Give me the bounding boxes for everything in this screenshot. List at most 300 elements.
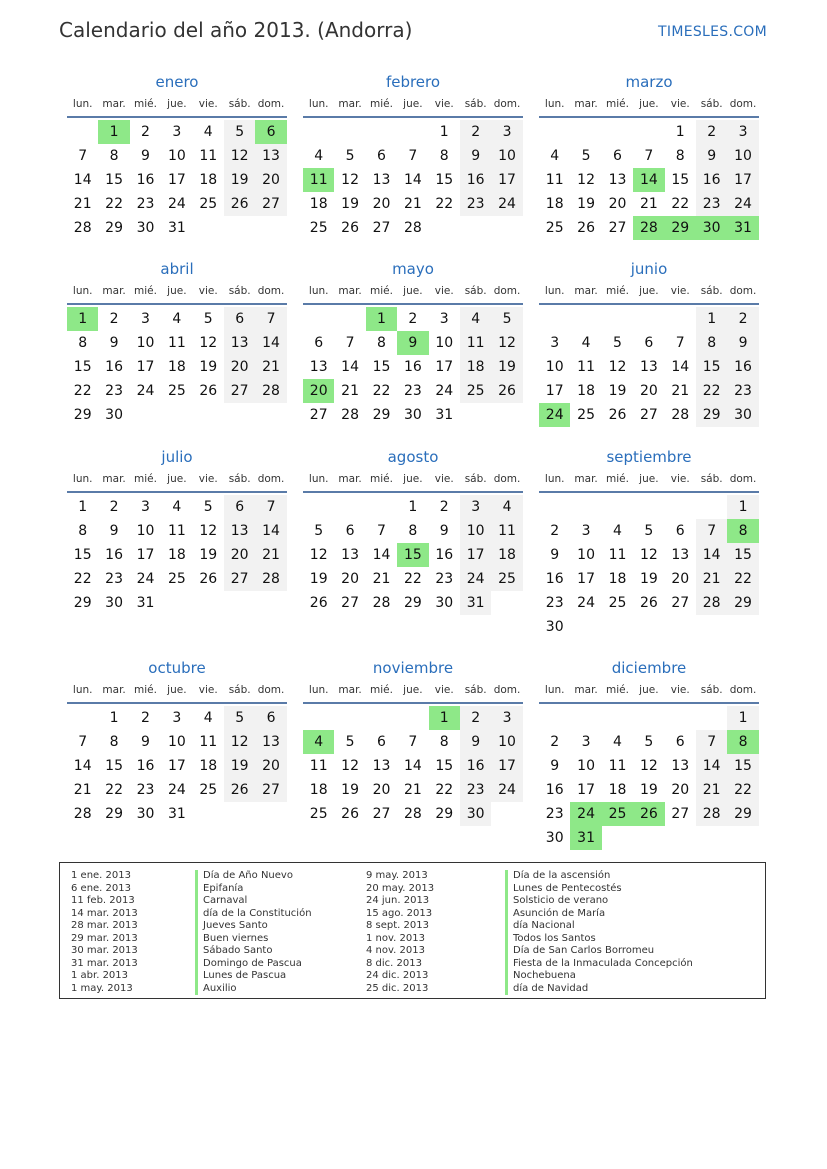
empty-day-cell [727, 615, 758, 639]
day-cell: 8 [439, 148, 449, 164]
month-grid [303, 706, 523, 826]
weekday-label: mié. [606, 285, 629, 297]
day-cell: 20 [255, 754, 286, 778]
day-cell: 10 [491, 144, 522, 168]
weekday-label: mié. [134, 473, 157, 485]
legend-holiday-name: Día de San Carlos Borromeu [513, 945, 655, 956]
legend-names-right [513, 870, 693, 995]
day-cell: 30 [105, 407, 123, 423]
month-grid [539, 307, 759, 427]
day-cell: 19 [639, 782, 658, 798]
week-row [67, 706, 287, 730]
empty-day-cell [366, 706, 397, 730]
week-row [67, 120, 287, 144]
weekday-label: dom. [493, 684, 521, 696]
weekday-label: lun. [308, 473, 329, 485]
day-cell: 16 [460, 168, 491, 192]
day-cell: 7 [255, 307, 286, 331]
weekday-label: vie. [670, 684, 690, 696]
legend-holiday-name: Todos los Santos [513, 932, 596, 944]
weekday-label: dom. [729, 684, 757, 696]
day-cell: 4 [172, 499, 182, 515]
day-cell: 14 [73, 758, 92, 774]
empty-day-cell [539, 307, 570, 331]
weekday-label: lun. [308, 684, 329, 696]
day-cell: 13 [608, 172, 627, 188]
day-cell: 2 [727, 307, 758, 331]
weekday-label: sáb. [700, 684, 723, 696]
empty-day-cell [334, 495, 365, 519]
empty-day-cell [665, 706, 696, 730]
day-cell: 3 [172, 124, 182, 140]
day-cell: 10 [167, 148, 186, 164]
day-cell: 22 [696, 379, 727, 403]
day-cell: 4 [203, 710, 213, 726]
empty-day-cell [539, 495, 570, 519]
week-row [539, 495, 759, 519]
day-cell: 30 [403, 407, 422, 423]
empty-day-cell [303, 307, 334, 331]
day-cell: 21 [255, 543, 286, 567]
day-cell: 1 [408, 499, 418, 515]
day-cell: 22 [727, 778, 758, 802]
day-cell: 14 [403, 758, 422, 774]
day-cell: 17 [136, 547, 155, 563]
holiday-day-cell: 1 [366, 307, 397, 331]
day-cell: 29 [727, 802, 758, 826]
empty-day-cell [303, 495, 334, 519]
week-row [539, 403, 759, 427]
empty-day-cell [491, 802, 522, 826]
day-cell: 26 [199, 571, 218, 587]
day-cell: 24 [167, 196, 186, 212]
day-cell: 11 [309, 758, 328, 774]
day-cell: 25 [199, 196, 218, 212]
day-cell: 21 [403, 782, 422, 798]
day-cell: 11 [167, 523, 186, 539]
day-cell: 7 [696, 730, 727, 754]
day-cell: 26 [491, 379, 522, 403]
day-cell: 8 [408, 523, 418, 539]
day-cell: 16 [727, 355, 758, 379]
day-cell: 29 [105, 806, 123, 822]
empty-day-cell [665, 495, 696, 519]
legend-holiday-name: Solsticio de verano [513, 895, 609, 906]
day-cell: 17 [460, 543, 491, 567]
week-row [539, 778, 759, 802]
day-cell: 23 [435, 571, 454, 587]
empty-day-cell [193, 216, 224, 240]
brand-link[interactable]: TIMESLES.COM [658, 24, 767, 40]
weekday-label: mié. [134, 98, 157, 110]
holiday-day-cell: 1 [67, 307, 98, 331]
empty-day-cell [334, 706, 365, 730]
legend-date: 14 mar. 2013 [71, 907, 138, 919]
day-cell: 27 [372, 806, 391, 822]
empty-day-cell [633, 120, 664, 144]
day-cell: 29 [73, 595, 92, 611]
empty-day-cell [727, 826, 758, 850]
month-febrero [303, 72, 523, 240]
legend-date: 11 feb. 2013 [71, 895, 135, 906]
empty-day-cell [633, 826, 664, 850]
day-cell: 27 [255, 778, 286, 802]
day-cell: 30 [727, 403, 758, 427]
holiday-day-cell: 24 [570, 802, 601, 826]
day-cell: 22 [671, 196, 690, 212]
weekday-label: vie. [198, 473, 218, 485]
empty-day-cell [570, 120, 601, 144]
weekday-label: jue. [639, 285, 659, 297]
day-cell: 26 [224, 192, 255, 216]
day-cell: 2 [550, 734, 560, 750]
empty-day-cell [161, 591, 192, 615]
day-cell: 10 [435, 335, 454, 351]
legend-holiday-name: Fiesta de la Inmaculada Concepción [513, 957, 693, 969]
day-cell: 26 [577, 220, 595, 236]
weekday-header [303, 95, 523, 118]
day-cell: 25 [309, 220, 328, 236]
day-cell: 29 [105, 220, 123, 236]
day-cell: 5 [314, 523, 324, 539]
day-cell: 4 [581, 335, 591, 351]
weekday-header [67, 470, 287, 493]
empty-day-cell [696, 615, 727, 639]
day-cell: 6 [377, 734, 386, 750]
week-row [303, 591, 523, 615]
weekday-header [539, 95, 759, 118]
day-cell: 23 [727, 379, 758, 403]
day-cell: 20 [639, 383, 658, 399]
day-cell: 18 [491, 543, 522, 567]
weekday-header [67, 95, 287, 118]
legend-names-left [203, 870, 312, 995]
day-cell: 14 [403, 172, 422, 188]
week-row [539, 519, 759, 543]
day-cell: 15 [435, 758, 454, 774]
week-row [539, 567, 759, 591]
day-cell: 28 [696, 591, 727, 615]
day-cell: 4 [172, 311, 182, 327]
day-cell: 29 [73, 407, 92, 423]
empty-day-cell [491, 403, 522, 427]
day-cell: 19 [224, 168, 255, 192]
day-cell: 8 [439, 734, 449, 750]
day-cell: 16 [105, 359, 123, 375]
day-cell: 11 [608, 547, 627, 563]
week-row [67, 754, 287, 778]
day-cell: 17 [435, 359, 454, 375]
day-cell: 18 [309, 196, 328, 212]
weekday-label: jue. [403, 473, 423, 485]
weekday-label: jue. [167, 98, 187, 110]
weekday-label: jue. [167, 285, 187, 297]
day-cell: 18 [545, 196, 564, 212]
day-cell: 7 [408, 148, 418, 164]
month-name: octubre [148, 659, 206, 677]
legend-date: 30 mar. 2013 [71, 945, 138, 956]
month-grid [303, 120, 523, 240]
day-cell: 10 [136, 523, 155, 539]
day-cell: 12 [341, 758, 359, 774]
day-cell: 2 [408, 311, 418, 327]
day-cell: 10 [491, 730, 522, 754]
empty-day-cell [696, 495, 727, 519]
day-cell: 3 [172, 710, 182, 726]
day-cell: 18 [460, 355, 491, 379]
day-cell: 25 [309, 806, 328, 822]
day-cell: 2 [141, 710, 150, 726]
legend-holiday-name: Nochebuena [513, 970, 576, 981]
day-cell: 13 [309, 359, 328, 375]
holiday-day-cell: 9 [397, 331, 428, 355]
empty-day-cell [397, 706, 428, 730]
day-cell: 20 [255, 168, 286, 192]
weekday-label: jue. [167, 473, 187, 485]
day-cell: 22 [73, 571, 92, 587]
day-cell: 15 [105, 172, 123, 188]
day-cell: 31 [167, 806, 186, 822]
month-enero [67, 72, 287, 240]
day-cell: 24 [491, 778, 522, 802]
week-row [303, 802, 523, 826]
day-cell: 23 [136, 196, 155, 212]
weekday-label: lun. [72, 684, 93, 696]
empty-day-cell [397, 120, 428, 144]
day-cell: 17 [577, 782, 595, 798]
holiday-day-cell: 8 [727, 519, 758, 543]
day-cell: 24 [577, 595, 595, 611]
day-cell: 21 [372, 571, 391, 587]
day-cell: 7 [78, 148, 88, 164]
legend-date: 1 nov. 2013 [366, 932, 425, 944]
legend-date: 15 ago. 2013 [366, 907, 433, 919]
weekday-label: mar. [574, 473, 598, 485]
day-cell: 14 [341, 359, 359, 375]
day-cell: 28 [255, 379, 286, 403]
week-row [539, 120, 759, 144]
day-cell: 22 [435, 196, 454, 212]
weekday-label: vie. [670, 473, 690, 485]
weekday-label: sáb. [464, 473, 487, 485]
day-cell: 27 [639, 407, 658, 423]
week-row [67, 519, 287, 543]
day-cell: 28 [372, 595, 391, 611]
holiday-day-cell: 26 [633, 802, 664, 826]
day-cell: 1 [696, 307, 727, 331]
weekday-header [67, 282, 287, 305]
weekday-label: mié. [606, 473, 629, 485]
day-cell: 24 [136, 383, 155, 399]
day-cell: 18 [167, 547, 186, 563]
weekday-label: mié. [134, 285, 157, 297]
day-cell: 3 [460, 495, 491, 519]
day-cell: 13 [372, 758, 391, 774]
day-cell: 28 [671, 407, 690, 423]
day-cell: 14 [73, 172, 92, 188]
day-cell: 6 [613, 148, 622, 164]
day-cell: 5 [224, 120, 255, 144]
weekday-label: jue. [639, 684, 659, 696]
day-cell: 26 [341, 220, 359, 236]
week-row [539, 216, 759, 240]
legend-date: 29 mar. 2013 [71, 932, 138, 944]
empty-day-cell [696, 826, 727, 850]
month-grid [303, 495, 523, 615]
week-row [67, 543, 287, 567]
week-row [67, 802, 287, 826]
day-cell: 29 [372, 407, 391, 423]
legend-holiday-name: Lunes de Pascua [203, 970, 287, 981]
day-cell: 6 [314, 335, 324, 351]
weekday-label: mar. [102, 684, 126, 696]
week-row [67, 591, 287, 615]
day-cell: 14 [671, 359, 690, 375]
day-cell: 24 [136, 571, 155, 587]
week-row [67, 730, 287, 754]
legend-date: 4 nov. 2013 [366, 945, 425, 956]
legend-date: 1 may. 2013 [71, 982, 133, 994]
day-cell: 2 [439, 499, 449, 515]
empty-day-cell [67, 706, 98, 730]
week-row [539, 379, 759, 403]
weekday-label: sáb. [228, 473, 251, 485]
day-cell: 30 [136, 806, 155, 822]
weekday-label: mar. [102, 98, 126, 110]
day-cell: 1 [439, 124, 449, 140]
empty-day-cell [224, 403, 255, 427]
day-cell: 6 [255, 706, 286, 730]
day-cell: 3 [439, 311, 449, 327]
month-grid [67, 120, 287, 240]
day-cell: 2 [109, 311, 119, 327]
legend-holiday-name: Jueves Santo [203, 920, 268, 931]
day-cell: 18 [199, 172, 218, 188]
day-cell: 16 [403, 359, 422, 375]
day-cell: 16 [136, 758, 155, 774]
day-cell: 27 [224, 567, 255, 591]
day-cell: 11 [199, 734, 218, 750]
weekday-label: dom. [493, 473, 521, 485]
empty-day-cell [224, 802, 255, 826]
week-row [303, 144, 523, 168]
month-name: abril [160, 260, 194, 278]
week-row [539, 615, 759, 639]
empty-day-cell [303, 706, 334, 730]
week-row [67, 778, 287, 802]
day-cell: 28 [403, 806, 422, 822]
day-cell: 26 [341, 806, 359, 822]
day-cell: 15 [696, 355, 727, 379]
day-cell: 19 [199, 547, 218, 563]
weekday-label: jue. [167, 684, 187, 696]
day-cell: 12 [199, 523, 218, 539]
day-cell: 14 [696, 543, 727, 567]
month-septiembre [539, 447, 759, 639]
day-cell: 31 [136, 595, 155, 611]
legend-date: 24 jun. 2013 [366, 895, 430, 906]
month-grid [539, 120, 759, 240]
empty-day-cell [602, 615, 633, 639]
day-cell: 21 [403, 196, 422, 212]
week-row [539, 802, 759, 826]
day-cell: 23 [105, 383, 123, 399]
day-cell: 7 [255, 495, 286, 519]
day-cell: 21 [255, 355, 286, 379]
day-cell: 29 [696, 403, 727, 427]
day-cell: 9 [550, 758, 560, 774]
empty-day-cell [255, 802, 286, 826]
day-cell: 21 [639, 196, 658, 212]
week-row [67, 331, 287, 355]
day-cell: 3 [141, 499, 150, 515]
weekday-label: sáb. [228, 98, 251, 110]
month-name: mayo [392, 260, 434, 278]
day-cell: 22 [105, 196, 123, 212]
holiday-day-cell: 20 [303, 379, 334, 403]
day-cell: 21 [696, 778, 727, 802]
day-cell: 2 [696, 120, 727, 144]
weekday-label: dom. [493, 285, 521, 297]
weekday-label: vie. [434, 285, 454, 297]
day-cell: 10 [460, 519, 491, 543]
day-cell: 8 [109, 148, 119, 164]
empty-day-cell [602, 706, 633, 730]
day-cell: 1 [675, 124, 685, 140]
weekday-label: jue. [403, 684, 423, 696]
weekday-label: mar. [574, 684, 598, 696]
empty-day-cell [602, 307, 633, 331]
day-cell: 27 [671, 595, 690, 611]
day-cell: 17 [545, 383, 564, 399]
day-cell: 19 [639, 571, 658, 587]
day-cell: 5 [613, 335, 622, 351]
holiday-day-cell: 24 [539, 403, 570, 427]
day-cell: 22 [727, 567, 758, 591]
day-cell: 20 [372, 196, 391, 212]
day-cell: 17 [167, 758, 186, 774]
day-cell: 3 [491, 120, 522, 144]
weekday-label: vie. [434, 473, 454, 485]
legend-date: 1 abr. 2013 [71, 970, 129, 981]
month-grid [67, 495, 287, 615]
day-cell: 4 [550, 148, 560, 164]
day-cell: 31 [167, 220, 186, 236]
day-cell: 6 [675, 734, 685, 750]
weekday-label: dom. [493, 98, 521, 110]
weekday-label: sáb. [700, 98, 723, 110]
day-cell: 19 [224, 754, 255, 778]
day-cell: 7 [696, 519, 727, 543]
week-row [303, 543, 523, 567]
day-cell: 25 [577, 407, 595, 423]
weekday-label: lun. [308, 98, 329, 110]
day-cell: 24 [435, 383, 454, 399]
weekday-header [539, 470, 759, 493]
month-agosto [303, 447, 523, 615]
month-abril [67, 259, 287, 427]
day-cell: 10 [727, 144, 758, 168]
day-cell: 12 [309, 547, 328, 563]
weekday-label: mar. [574, 98, 598, 110]
day-cell: 21 [73, 196, 92, 212]
legend-holiday-name: Carnaval [203, 895, 248, 906]
day-cell: 22 [105, 782, 123, 798]
day-cell: 2 [460, 120, 491, 144]
empty-day-cell [366, 495, 397, 519]
legend-holiday-name: día de la Constitución [203, 907, 312, 919]
day-cell: 12 [639, 758, 658, 774]
